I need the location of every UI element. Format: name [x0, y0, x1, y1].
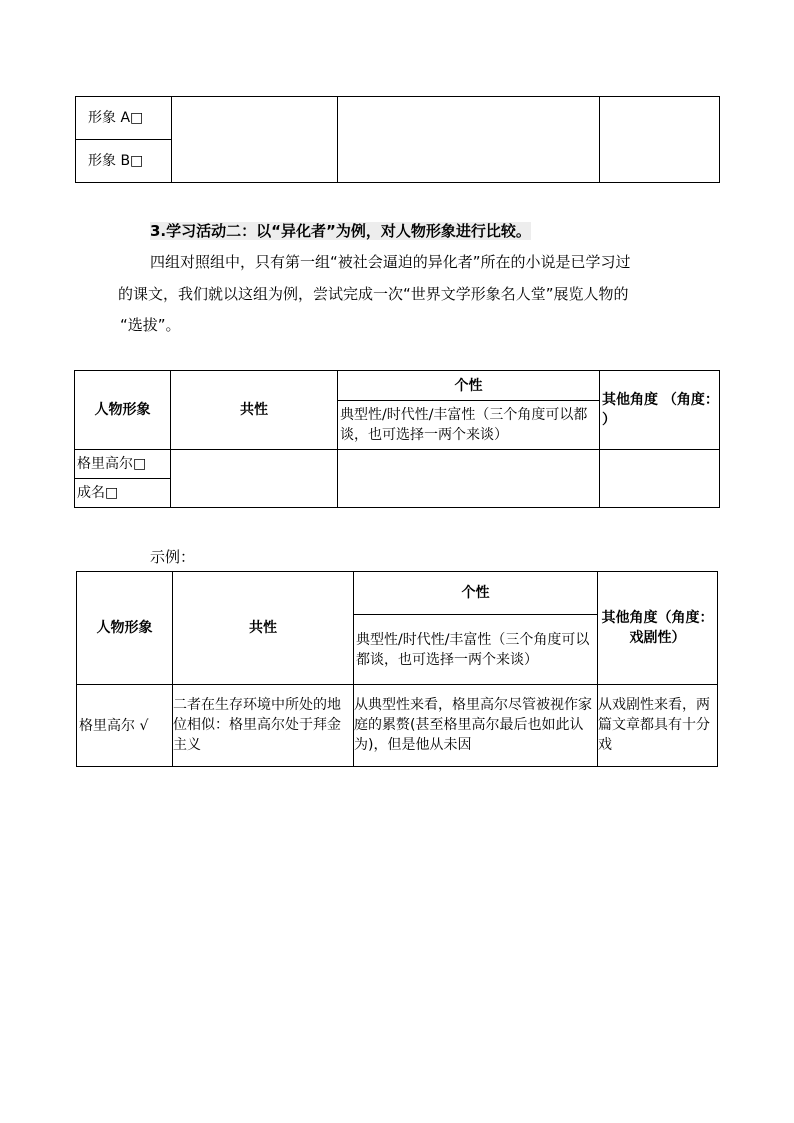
other-input-cell[interactable] [600, 450, 720, 508]
personality-cell[interactable] [338, 97, 600, 183]
example-other-header: 其他角度（角度：戏剧性） [598, 572, 718, 685]
other-header: 其他角度 （角度： ） [600, 371, 720, 450]
example-personality-subheader: 典型性/时代性/丰富性（三个角度可以都谈，也可选择一两个来谈） [354, 615, 598, 685]
example-other-cell: 从戏剧性来看，两篇文章都具有十分戏 [598, 685, 718, 767]
paragraph-line-3: “选拔”。 [120, 316, 181, 334]
image-a-label: 形象 A□ [88, 110, 144, 126]
example-character-header: 人物形象 [77, 572, 173, 685]
comparison-table [74, 370, 720, 508]
example-label: 示例： [150, 548, 196, 566]
example-common-header: 共性 [173, 572, 354, 685]
personality-header: 个性 [338, 371, 600, 401]
example-common-cell: 二者在生存环境中所处的地位相似：格里高尔处于拜金主义 [173, 685, 354, 767]
image-table [75, 96, 720, 183]
paragraph-line-1: 四组对照组中，只有第一组“被社会逼迫的异化者”所在的小说是已学习过 [150, 253, 631, 271]
image-b-label: 形象 B□ [88, 153, 144, 169]
common-cell[interactable] [172, 97, 338, 183]
example-personality-header: 个性 [354, 572, 598, 615]
chengming-cell: 成名□ [75, 479, 171, 508]
image-b-cell [76, 140, 172, 183]
gregor-cell: 格里高尔□ [75, 450, 171, 479]
section-heading: 3.学习活动二：以“异化者”为例，对人物形象进行比较。 [150, 222, 531, 240]
image-a-cell [76, 97, 172, 140]
common-input-cell[interactable] [171, 450, 338, 508]
other-cell[interactable] [600, 97, 720, 183]
character-header: 人物形象 [75, 371, 171, 450]
personality-input-cell[interactable] [338, 450, 600, 508]
personality-subheader: 典型性/时代性/丰富性（三个角度可以都谈，也可选择一两个来谈） [338, 401, 600, 450]
example-table [76, 571, 718, 767]
example-personality-cell: 从典型性来看，格里高尔尽管被视作家庭的累赘(甚至格里高尔最后也如此认为)，但是他从未因 [354, 685, 598, 767]
common-header: 共性 [171, 371, 338, 450]
example-name-cell: 格里高尔 √ [77, 685, 173, 767]
paragraph-line-2: 的课文，我们就以这组为例，尝试完成一次“世界文学形象名人堂”展览人物的 [118, 285, 629, 303]
